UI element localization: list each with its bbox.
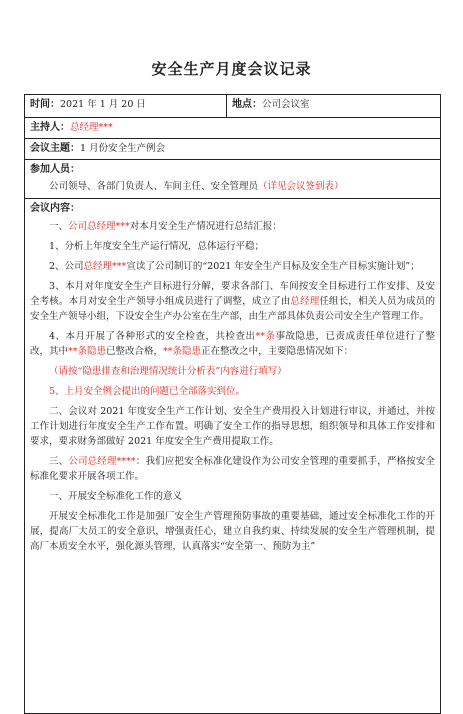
content-cell bbox=[25, 199, 441, 714]
topic-cell bbox=[25, 139, 441, 160]
attendees-text: 公司领导、各部门负责人、车间主任、安全管理员 bbox=[49, 181, 259, 192]
content-paragraph: 3、本月对年度安全生产目标进行分解，要求各部门、车间按安全目标进行工作安排、及安全考核。本月对安全生产领导小组成员进行了调整，成立了由总经理任组长，相关人员为成员的安全生产领导小组，下设安全生产办公室在生产部，由生产部具体负责公司安全生产管理工作。 bbox=[30, 281, 435, 322]
content-paragraph: 1、分析上年度安全生产运行情况，总体运行平稳； bbox=[49, 241, 265, 252]
time-cell bbox=[25, 95, 227, 118]
meeting-record-table bbox=[24, 94, 441, 714]
content-paragraph: 三、公司总经理****：我们应把安全标准化建设作为公司安全管理的重要抓手，严格按安全标准化要求开展各项工作。 bbox=[30, 456, 435, 482]
location-value: 公司会议室 bbox=[262, 99, 310, 110]
topic-value: 1 月份安全生产例会 bbox=[80, 143, 166, 154]
time-label: 时间： bbox=[30, 99, 60, 110]
content-paragraph: （请按“隐患排查和治理情况统计分析表”内容进行填写） bbox=[49, 366, 287, 377]
content-paragraph: 二、会议对 2021 年度安全生产工作计划、安全生产费用投入计划进行审议，并通过，并按工作计划进行年度安全生产工作布置。明确了安全工作的指导思想，组织领导和具体工作安排和要求，要求财务部做好 2021 年度安全生产费用提取工作。 bbox=[30, 406, 435, 447]
content-paragraph: 2、公司总经理***宣读了公司制订的“2021 年安全生产目标及安全生产目标实施计划”； bbox=[49, 261, 420, 272]
host-value: 总经理*** bbox=[70, 122, 113, 133]
content-paragraph: 一、公司总经理***对本月安全生产情况进行总结汇报： bbox=[49, 221, 282, 232]
content-label: 会议内容： bbox=[30, 203, 80, 214]
topic-label: 会议主题： bbox=[30, 143, 80, 154]
page-title: 安全生产月度会议记录 bbox=[151, 60, 312, 78]
content-paragraph: 一、开展安全标准化工作的意义 bbox=[49, 491, 183, 502]
attendees-label: 参加人员： bbox=[30, 164, 80, 175]
content-paragraph: 开展安全标准化工作是加强厂安全生产管理预防事故的重要基础，通过安全标准化工作的开展，提高厂大员工的安全意识，增强责任心，建立自我约束、持续发展的安全生产管理机制，提高厂本质安全水平，强化源头管理，认真落实“安全第一、预防为主” bbox=[30, 511, 435, 552]
content-paragraph: 4、本月开展了各种形式的安全检查，共检查出**条事故隐患，已责成责任单位进行了整改，其中**条隐患已整改合格，**条隐患正在整改之中，主要隐患情况如下： bbox=[30, 331, 435, 357]
time-value: 2021 年 1 月 20 日 bbox=[60, 99, 146, 110]
attendees-cell bbox=[25, 160, 441, 199]
attendees-note: （详见会议签到表） bbox=[258, 181, 344, 192]
host-cell bbox=[25, 118, 441, 139]
host-label: 主持人： bbox=[30, 122, 70, 133]
location-cell bbox=[227, 95, 441, 118]
content-paragraph: 5、上月安全例会提出的问题已全部落实到位。 bbox=[49, 386, 246, 397]
location-label: 地点： bbox=[232, 99, 262, 110]
